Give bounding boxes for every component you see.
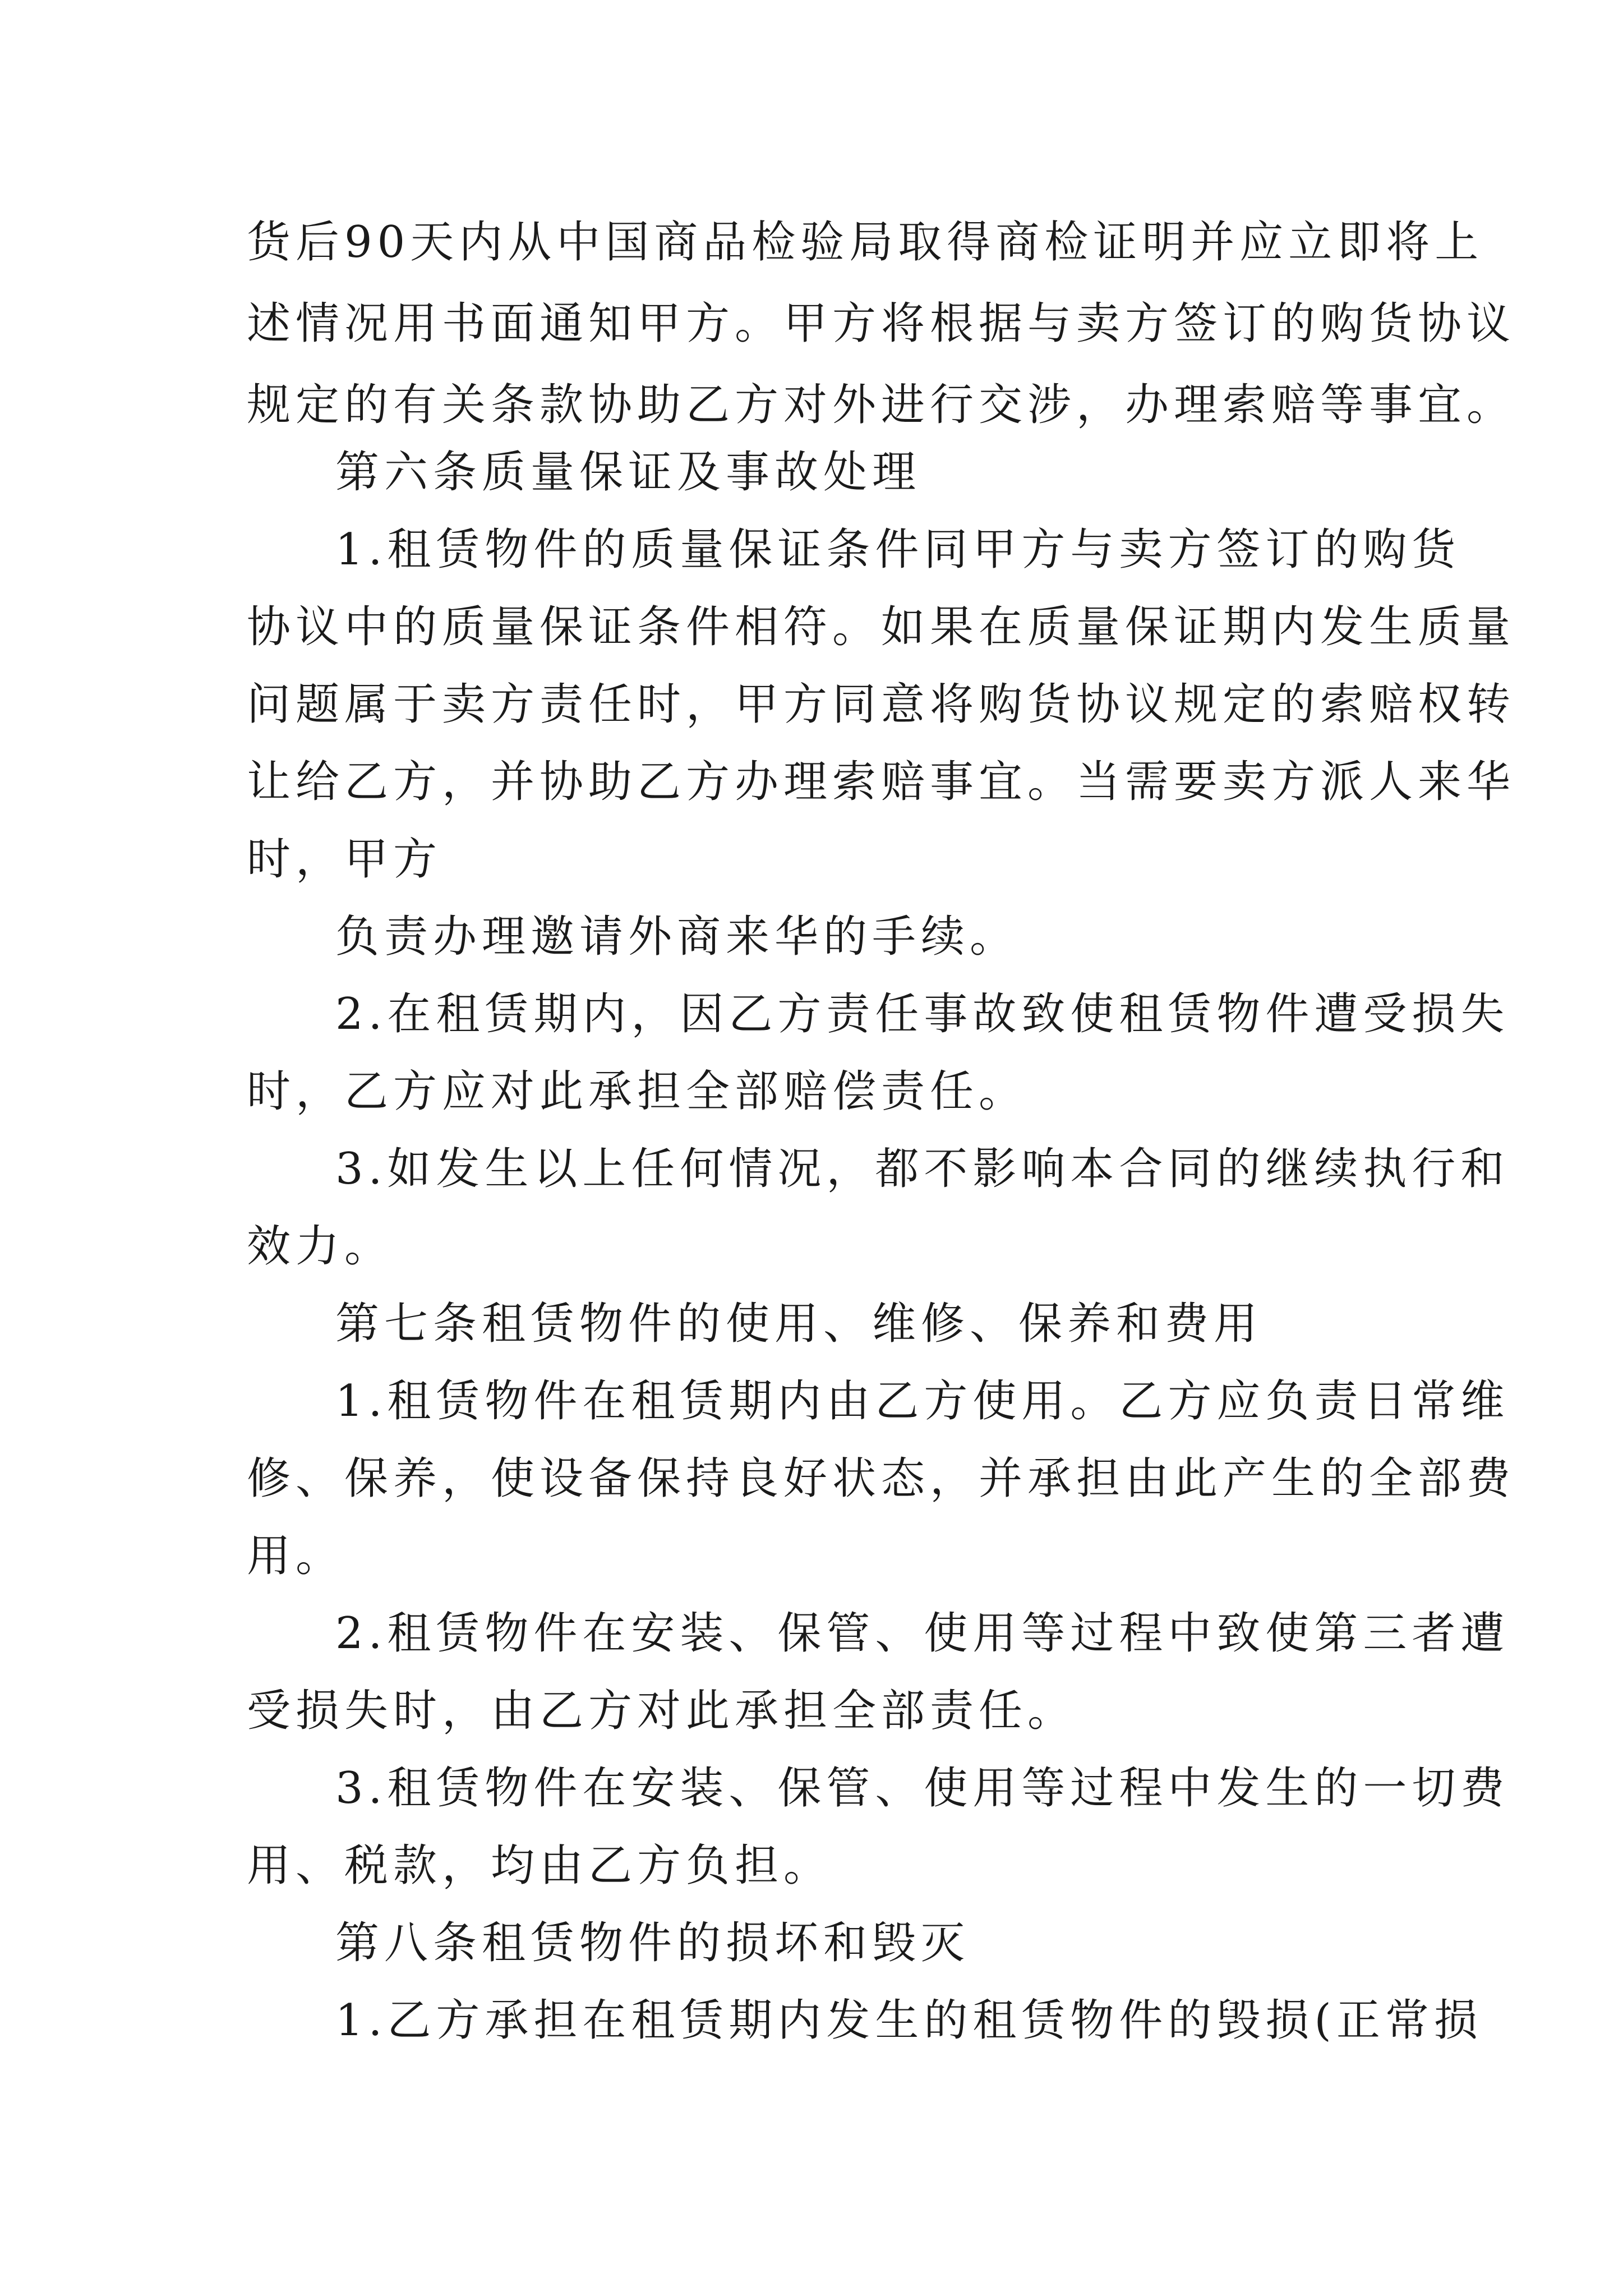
text-line: 规定的有关条款协助乙方对外进行交涉，办理索赔等事宜。 bbox=[247, 380, 1516, 430]
text-line: 协议中的质量保证条件相符。如果在质量保证期内发生质量 bbox=[247, 602, 1516, 652]
text-line: 时，甲方 bbox=[247, 834, 442, 885]
text-line: 问题属于卖方责任时，甲方同意将购货协议规定的索赔权转 bbox=[247, 679, 1516, 730]
text-line: 用、税款，均由乙方负担。 bbox=[247, 1841, 833, 1891]
text-line: 2.在租赁期内，因乙方责任事故致使租赁物件遭受损失 bbox=[335, 989, 1510, 1039]
text-line: 修、保养，使设备保持良好状态，并承担由此产生的全部费 bbox=[247, 1453, 1516, 1504]
section-heading-6: 第六条质量保证及事故处理 bbox=[335, 447, 921, 498]
text-line: 1.租赁物件的质量保证条件同甲方与卖方签订的购货 bbox=[335, 524, 1461, 575]
text-line: 时，乙方应对此承担全部赔偿责任。 bbox=[247, 1066, 1028, 1117]
text-line: 负责办理邀请外商来华的手续。 bbox=[335, 912, 1019, 962]
text-line: 3.租赁物件在安装、保管、使用等过程中发生的一切费 bbox=[335, 1763, 1510, 1814]
text-line: 1.乙方承担在租赁期内发生的租赁物件的毁损(正常损 bbox=[335, 1995, 1483, 2046]
text-line: 1.租赁物件在租赁期内由乙方使用。乙方应负责日常维 bbox=[335, 1376, 1510, 1427]
section-heading-8: 第八条租赁物件的损坏和毁灭 bbox=[335, 1918, 970, 1968]
text-line: 效力。 bbox=[247, 1221, 394, 1272]
text-line: 货后90天内从中国商品检验局取得商检证明并应立即将上 bbox=[247, 217, 1484, 268]
section-heading-7: 第七条租赁物件的使用、维修、保养和费用 bbox=[335, 1299, 1263, 1349]
text-line: 述情况用书面通知甲方。甲方将根据与卖方签订的购货协议 bbox=[247, 298, 1516, 349]
text-line: 2.租赁物件在安装、保管、使用等过程中致使第三者遭 bbox=[335, 1608, 1510, 1659]
text-line: 3.如发生以上任何情况，都不影响本合同的继续执行和 bbox=[335, 1144, 1510, 1194]
text-line: 用。 bbox=[247, 1531, 345, 1581]
text-line: 受损失时，由乙方对此承担全部责任。 bbox=[247, 1686, 1077, 1736]
text-line: 让给乙方，并协助乙方办理索赔事宜。当需要卖方派人来华 bbox=[247, 757, 1516, 807]
